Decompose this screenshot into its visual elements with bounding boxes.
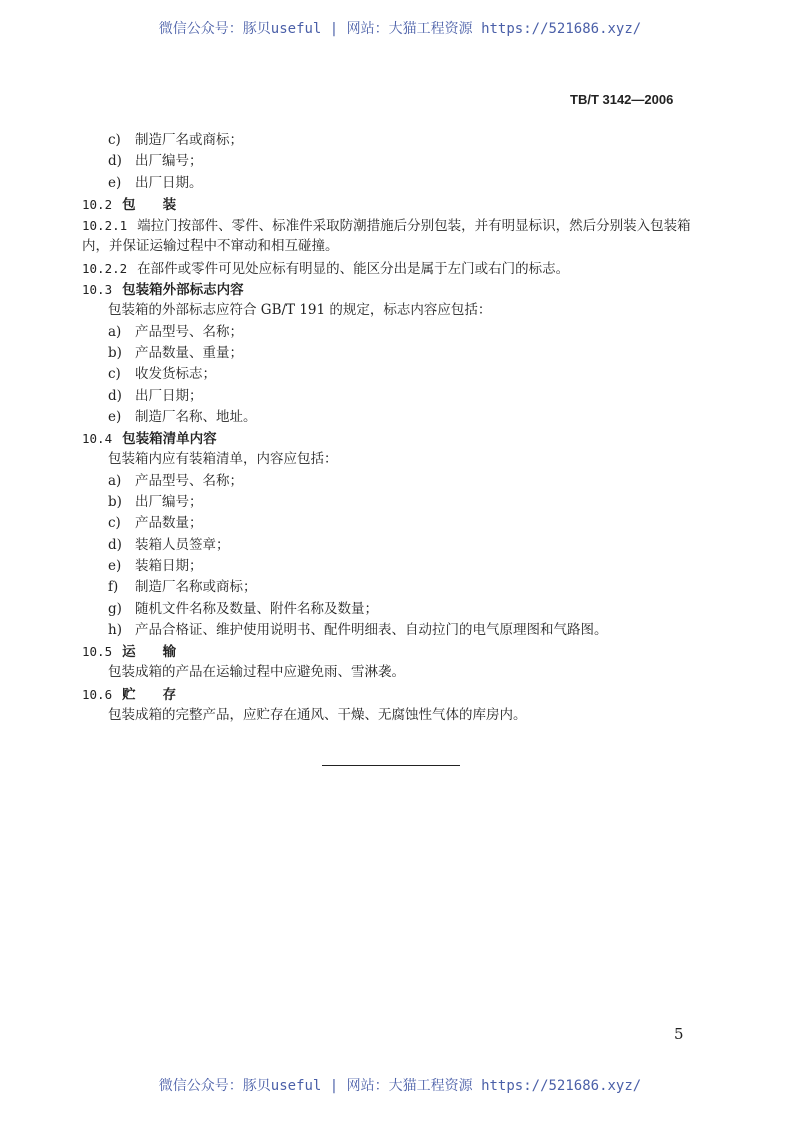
section-number: 10.3 — [82, 282, 113, 298]
item-marker: e) — [108, 174, 122, 191]
paragraph — [82, 662, 722, 683]
section-heading — [82, 428, 722, 449]
item-text: 制造厂名或商标； — [135, 132, 243, 148]
list-item — [82, 322, 722, 343]
item-marker: d) — [108, 387, 122, 404]
section-title: 运 输 — [122, 644, 177, 660]
item-marker: b) — [108, 344, 122, 361]
list-item — [82, 173, 722, 194]
item-marker: c) — [108, 366, 121, 383]
section-title: 包装箱外部标志内容 — [122, 282, 244, 298]
watermark-bottom: 微信公众号：豚贝useful | 网站：大猫工程资源 https://521686.xyz/ — [158, 1078, 642, 1094]
item-text: 产品型号、名称； — [135, 323, 243, 340]
paragraph-text: 内，并保证运输过程中不窜动和相互碰撞。 — [82, 238, 339, 255]
section-title: 包装箱清单内容 — [122, 431, 217, 447]
list-item — [82, 492, 722, 513]
list-item — [82, 556, 722, 577]
list-item — [82, 535, 722, 556]
paragraph-text: 包装箱的外部标志应符合 GB/T 191 的规定，标志内容应包括： — [108, 302, 492, 319]
item-marker: g) — [108, 600, 122, 617]
clause — [82, 215, 722, 236]
item-text: 出厂编号； — [135, 153, 203, 170]
item-text: 装箱人员签章； — [135, 536, 230, 553]
paragraph — [82, 705, 722, 726]
list-item — [82, 343, 722, 364]
list-item — [82, 151, 722, 172]
item-marker: h) — [108, 621, 122, 638]
section-number: 10.4 — [82, 431, 113, 447]
list-item — [82, 471, 722, 492]
section-number: 10.2 — [82, 196, 113, 212]
item-marker: e) — [108, 408, 122, 425]
section-title: 包 装 — [122, 196, 177, 212]
item-text: 制造厂名称、地址。 — [135, 408, 257, 425]
watermark-top: 微信公众号：豚贝useful | 网站：大猫工程资源 https://521686.xyz/ — [158, 21, 642, 37]
item-text: 产品数量； — [135, 515, 203, 532]
clause — [82, 258, 722, 279]
end-rule — [322, 765, 460, 766]
section-number: 10.5 — [82, 644, 113, 660]
list-item — [82, 599, 722, 620]
item-text: 出厂编号； — [135, 494, 203, 511]
item-text: 产品型号、名称； — [135, 472, 243, 489]
paragraph — [82, 449, 722, 470]
list-item — [82, 130, 722, 151]
list-item — [82, 407, 722, 428]
item-marker: b) — [108, 494, 122, 511]
list-item — [82, 513, 722, 534]
item-text: 产品数量、重量； — [135, 344, 243, 361]
section-heading — [82, 279, 722, 300]
item-text: 产品合格证、维护使用说明书、配件明细表、自动拉门的电气原理图和气路图。 — [135, 621, 608, 638]
document-body — [82, 130, 722, 726]
item-text: 出厂日期； — [135, 387, 203, 404]
section-heading — [82, 641, 722, 662]
paragraph-text: 包装成箱的产品在运输过程中应避免雨、雪淋袭。 — [108, 664, 405, 681]
item-marker: d) — [108, 153, 122, 170]
item-text: 装箱日期； — [135, 557, 203, 574]
item-marker: d) — [108, 536, 122, 553]
item-text: 收发货标志； — [135, 366, 216, 383]
paragraph — [82, 300, 722, 321]
standard-code-header: TB/T 3142—2006 — [570, 92, 674, 107]
item-marker: c) — [108, 132, 121, 148]
item-text: 制造厂名称或商标； — [135, 579, 257, 596]
list-item — [82, 364, 722, 385]
item-text: 随机文件名称及数量、附件名称及数量； — [135, 600, 378, 617]
list-item — [82, 620, 722, 641]
section-heading — [82, 684, 722, 705]
item-marker: e) — [108, 557, 122, 574]
clause-number: 10.2.2 — [82, 260, 128, 276]
clause-number: 10.2.1 — [82, 218, 128, 234]
section-title: 贮 存 — [122, 686, 177, 702]
clause-text: 端拉门按部件、零件、标准件采取防潮措施后分别包装，并有明显标识，然后分别装入包装箱 — [137, 218, 691, 235]
clause-text: 在部件或零件可见处应标有明显的、能区分出是属于左门或右门的标志。 — [137, 260, 570, 277]
item-text: 出厂日期。 — [135, 174, 203, 191]
section-number: 10.6 — [82, 686, 113, 702]
section-heading — [82, 194, 722, 215]
paragraph-continuation — [82, 236, 722, 257]
item-marker: f) — [108, 579, 119, 596]
list-item — [82, 386, 722, 407]
page-number: 5 — [674, 1025, 684, 1043]
item-marker: c) — [108, 515, 121, 532]
item-marker: a) — [108, 472, 122, 489]
paragraph-text: 包装箱内应有装箱清单，内容应包括： — [108, 451, 338, 468]
paragraph-text: 包装成箱的完整产品，应贮存在通风、干燥、无腐蚀性气体的库房内。 — [108, 707, 527, 724]
list-item — [82, 577, 722, 598]
item-marker: a) — [108, 323, 122, 340]
